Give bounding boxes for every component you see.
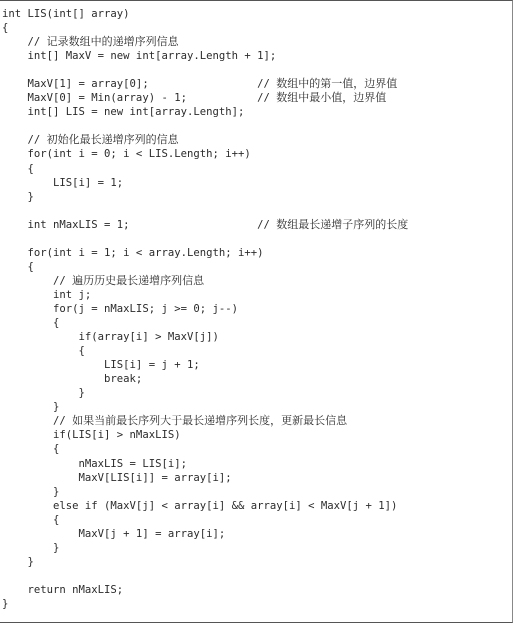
- code-comment: 初始化最长递增序列的信息: [46, 133, 179, 147]
- code-text: {: [2, 513, 60, 526]
- code-text: MaxV[LIS[i]] = array[i];: [2, 471, 232, 484]
- code-text: nMaxLIS = LIS[i];: [2, 457, 187, 470]
- comment-marker: //: [27, 36, 47, 49]
- code-text: {: [2, 22, 9, 35]
- code-line: [2, 260, 510, 274]
- code-line: [2, 190, 510, 204]
- code-text: if(LIS[i] > nMaxLIS): [2, 429, 181, 442]
- comment-marker: //: [53, 415, 73, 428]
- code-text: }: [2, 190, 34, 203]
- code-line: [2, 457, 510, 471]
- code-text: for(int i = 0; i < LIS.Length; i++): [2, 148, 251, 161]
- code-line: [2, 541, 510, 555]
- code-text: int[] MaxV = new int[array.Length + 1];: [2, 50, 277, 63]
- code-text: LIS[i] = 1;: [2, 176, 124, 189]
- code-line: [2, 316, 510, 330]
- code-comment: 遍历历史最长递增序列信息: [72, 273, 205, 287]
- code-text: }: [2, 387, 85, 400]
- code-line: [2, 330, 510, 344]
- comment-marker: //: [27, 134, 47, 147]
- code-text: int LIS(int[] array): [2, 8, 130, 20]
- code-text: }: [2, 541, 60, 554]
- code-text: MaxV[1] = array[0];: [2, 78, 149, 91]
- comment-marker: //: [257, 218, 277, 231]
- comment-marker: //: [53, 274, 73, 287]
- code-line: [2, 35, 510, 49]
- code-line: [2, 428, 510, 442]
- code-text: {: [2, 345, 85, 358]
- code-line: [2, 344, 510, 358]
- code-line: [2, 414, 510, 428]
- code-comment: 数组中的第一值，边界值: [276, 77, 398, 91]
- code-text: {: [2, 317, 60, 330]
- code-text: {: [2, 443, 60, 456]
- code-line: [2, 400, 510, 414]
- code-text: }: [2, 485, 60, 498]
- code-comment: 如果当前最长序列大于最长递增序列长度，更新最长信息: [72, 414, 348, 428]
- code-text: int j;: [2, 288, 92, 301]
- code-text: MaxV[j + 1] = array[i];: [2, 527, 226, 540]
- code-line: [2, 232, 510, 246]
- code-line: [2, 302, 510, 316]
- code-line: [2, 49, 510, 63]
- code-line: [2, 218, 510, 232]
- code-line: [2, 105, 510, 119]
- comment-marker: //: [257, 78, 277, 91]
- code-text: LIS[i] = j + 1;: [2, 359, 200, 372]
- code-line: [2, 162, 510, 176]
- code-line: [2, 442, 510, 456]
- code-text: for(int i = 1; i < array.Length; i++): [2, 246, 264, 259]
- code-text: if(array[i] > MaxV[j]): [2, 331, 219, 344]
- code-text: }: [2, 401, 60, 414]
- code-text: break;: [2, 373, 143, 386]
- code-comment: 数组最长递增子序列的长度: [276, 217, 409, 231]
- code-text: else if (MaxV[j] < array[i] && array[i] < MaxV[j + 1]): [2, 499, 398, 512]
- code-line: [2, 147, 510, 161]
- code-line: [2, 583, 510, 597]
- code-line: [2, 386, 510, 400]
- code-text: }: [2, 555, 34, 568]
- code-line: [2, 204, 510, 218]
- code-line: [2, 91, 510, 105]
- code-text: MaxV[0] = Min(array) - 1;: [2, 92, 187, 105]
- code-line: [2, 513, 510, 527]
- code-line: [2, 133, 510, 147]
- code-line: [2, 527, 510, 541]
- comment-marker: //: [257, 92, 277, 105]
- code-text: }: [2, 597, 9, 610]
- code-text: return nMaxLIS;: [2, 583, 124, 596]
- code-text: {: [2, 162, 34, 175]
- code-line: [2, 555, 510, 569]
- code-line: [2, 77, 510, 91]
- code-text: for(j = nMaxLIS; j >= 0; j--): [2, 302, 238, 315]
- code-line: [2, 274, 510, 288]
- code-text: {: [2, 260, 34, 273]
- code-line: [2, 372, 510, 386]
- code-line: [2, 176, 510, 190]
- code-line: [2, 358, 510, 372]
- code-line: [2, 485, 510, 499]
- code-line: [2, 471, 510, 485]
- code-listing: [2, 7, 510, 611]
- code-line: [2, 119, 510, 133]
- code-text: int nMaxLIS = 1;: [2, 218, 130, 231]
- code-line: [2, 63, 510, 77]
- code-text: int[] LIS = new int[array.Length];: [2, 106, 245, 119]
- code-comment: 记录数组中的递增序列信息: [46, 35, 179, 49]
- code-line: [2, 597, 510, 611]
- code-line: [2, 7, 510, 21]
- code-line: [2, 499, 510, 513]
- code-comment: 数组中最小值，边界值: [276, 91, 387, 105]
- code-line: [2, 569, 510, 583]
- code-line: [2, 21, 510, 35]
- code-line: [2, 246, 510, 260]
- code-line: [2, 288, 510, 302]
